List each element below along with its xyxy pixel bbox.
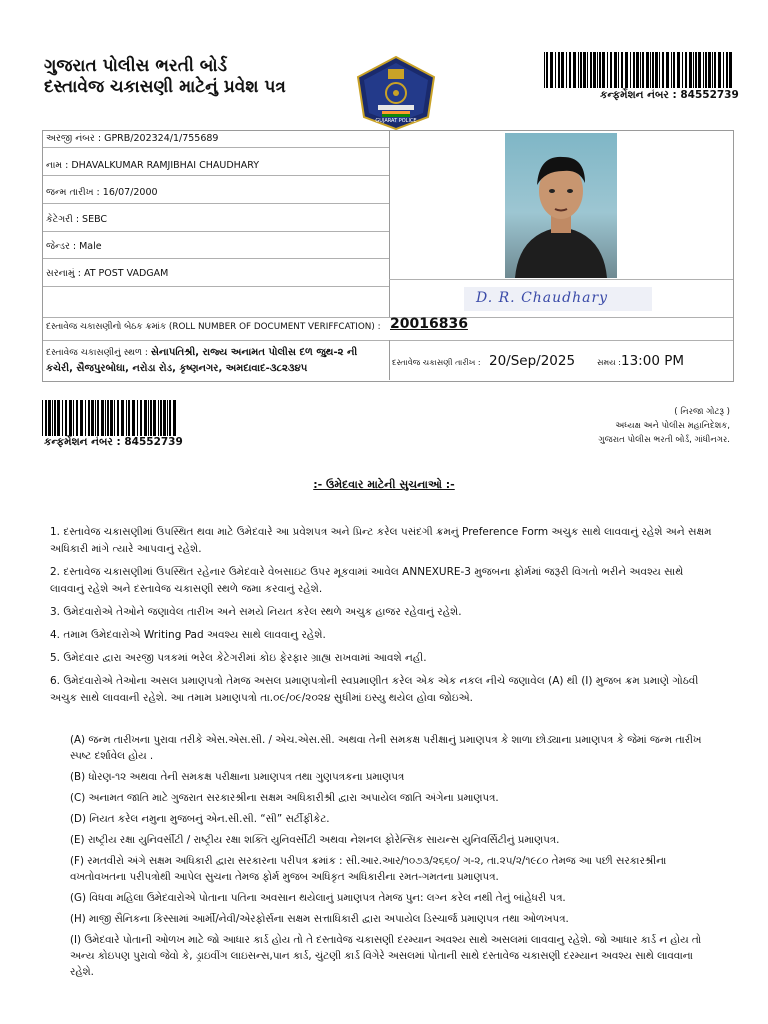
document-item: (B) ધોરણ-૧૨ અથવા તેની સમકક્ષ પરીક્ષાના પ્રમાણપત્ર તથા ગુણપત્રકના પ્રમાણપત્ર bbox=[70, 771, 405, 783]
verification-time: 13:00 PM bbox=[621, 353, 684, 369]
instructions-list bbox=[50, 524, 720, 713]
instruction-item: 3. ઉમેદવારોએ તેઓને જણાવેલ તારીખ અને સમયે નિયત કરેલ સ્થળે અચુક હાજર રહેવાનું રહેશે. bbox=[50, 606, 462, 618]
document-item: (E) રાષ્ટ્રીય રક્ષા યુનિવર્સીટી / રાષ્ટ્રીય રક્ષા શક્તિ યુનિવર્સીટી અથવા નેશનલ ફોરેન્સિક સાયન્સ યુનિવર્સિટીનું પ્રમાણપત્ર. bbox=[70, 834, 560, 846]
confirmation-number-bottom: કન્ફર્મેશન નંબર : 84552739 bbox=[44, 436, 183, 448]
venue-label: દસ્તાવેજ ચકાસણીનું સ્થળ : bbox=[46, 348, 148, 358]
gujarat-police-emblem bbox=[354, 55, 438, 131]
document-item: (G) વિધવા મહિલા ઉમેદવારોએ પોતાના પતિના અવસાન થયેલાનું પ્રમાણપત્ર તેમજ પુન: લગ્ન કરેલ નથી તેનું બાંહેધરી પત્ર. bbox=[70, 892, 566, 904]
document-item: (F) રમતવીરો અંગે સક્ષમ અધિકારી દ્વારા સરકારના પરીપત્ર ક્રમાંક : સી.આર.આર/૧૦૭૩/૨૬૬૦/ ગ-૨, તા.૨૫/૨/૧૯૮૦ તેમજ આ પછી સરકારશ્રીના વખતોવખતના પરીપત્રોથી આપેલ સુચના તેમજ ફોર્મ મુજબ અધિકૃત અધિકારીના રમત-ગમતના પ્રમાણપત્ર. bbox=[70, 855, 667, 883]
authority-line1: અધ્યક્ષ અને પોલીસ મહાનિદેશક, bbox=[615, 421, 730, 431]
time-label: સમય : bbox=[597, 358, 621, 367]
document-item: (H) માજી સૈનિકના કિસ્સામાં આર્મી/નેવી/એરફોર્સના સક્ષમ સત્તાધિકારી દ્વારા અપાયેલ ડિસ્ચાર્જ પ્રમાણપત્ર તથા ઓળખપત્ર. bbox=[70, 913, 569, 925]
gender: જેન્ડર : Male bbox=[46, 241, 102, 252]
document-item: (C) અનામત જાતિ માટે ગુજરાત સરકારશ્રીના સક્ષમ અધિકારીશ્રી દ્વારા અપાયેલ જાતિ અંગેના પ્રમાણપત્ર. bbox=[70, 792, 499, 804]
authority-line2: ગુજરાત પોલીસ ભરતી બોર્ડ, ગાંધીનગર. bbox=[598, 435, 730, 445]
document-title: દસ્તાવેજ ચકાસણી માટેનું પ્રવેશ પત્ર bbox=[44, 77, 286, 97]
roll-number-label: દસ્તાવેજ ચકાસણીનો બેઠક ક્રમાંક (ROLL NUMBER OF DOCUMENT VERIFFCATION) : bbox=[46, 322, 381, 332]
confirmation-barcode-bottom bbox=[42, 400, 180, 436]
instruction-item: 4. તમામ ઉમેદવારોએ Writing Pad અવશ્ય સાથે લાવવાનુ રહેશે. bbox=[50, 629, 326, 641]
instruction-item: 1. દસ્તાવેજ ચકાસણીમાં ઉપસ્થિત થવા માટે ઉમેદવારે આ પ્રવેશપત્ર અને પ્રિન્ટ કરેલ પસંદગી ક્રમનું Preference Form અચુક સાથે લાવવાનું રહેશે અને સક્ષમ અધિકારી માંગે ત્યારે આપવાનું રહેશે. bbox=[50, 526, 712, 555]
category: કેટેગરી : SEBC bbox=[46, 214, 108, 225]
instruction-item: 6. ઉમેદવારોએ તેઓના અસલ પ્રમાણપત્રો તેમજ અસલ પ્રમાણપત્રોની સ્વપ્રમાણીત કરેલ એક એક નકલ નીચે જણાવેલ (A) થી (I) મુજબ ક્રમ પ્રમાણે ગોઠવી અચુક સાથે લાવવાની રહેશે. આ તમામ પ્રમાણપત્રો તા.૦૯/૦૯/૨૦૨૪ સુધીમાં ઇસ્યુ થયેલ હોવા જોઇએ. bbox=[50, 675, 699, 704]
applicant-name: નામ : DHAVALKUMAR RAMJIBHAI CHAUDHARY bbox=[46, 160, 260, 171]
board-title: ગુજરાત પોલીસ ભરતી બોર્ડ bbox=[44, 56, 227, 76]
venue-line2: કચેરી, સૈજપુરબોઘા, નરોડા રોડ, કૃષ્ણનગર, અમદાવાદ-૩૮૨૩૪૫ bbox=[46, 363, 308, 374]
venue-line1: સેનાપતિશ્રી, રાજ્ય અનામત પોલીસ દળ જુથ-૨ ની bbox=[150, 347, 358, 358]
applicant-signature: D. R. Chaudhary bbox=[464, 287, 652, 311]
applicant-photo bbox=[505, 133, 617, 278]
date-label: દસ્તાવેજ ચકાસણી તારીખ : bbox=[392, 358, 481, 367]
roll-number-value: 20016836 bbox=[390, 316, 468, 332]
date-of-birth: જન્મ તારીખ : 16/07/2000 bbox=[46, 187, 158, 198]
confirmation-number-top: કન્ફર્મેશન નંબર : 84552739 bbox=[600, 89, 739, 101]
authority-name: ( નિરજા ગોટરૂ ) bbox=[674, 407, 730, 417]
address: સરનામું : AT POST VADGAM bbox=[46, 268, 169, 279]
document-item: (A) જન્મ તારીખના પુરાવા તરીકે એસ.એસ.સી. / એચ.એસ.સી. અથવા તેની સમકક્ષ પરીક્ષાનું પ્રમાણપત્ર કે શાળા છોડ્યાના પ્રમાણપત્ર કે જેમાં જન્મ તારીખ સ્પષ્ટ દર્શાવેલ હોય . bbox=[70, 734, 702, 762]
document-sub-list bbox=[70, 732, 720, 985]
authority-block bbox=[520, 405, 730, 447]
instructions-heading: :- ઉમેદવાર માટેની સુચનાઓ :- bbox=[313, 478, 455, 491]
venue-block bbox=[46, 345, 386, 377]
svg-text:GUJARAT POLICE: GUJARAT POLICE bbox=[375, 118, 417, 124]
confirmation-barcode bbox=[544, 52, 734, 88]
document-item: (D) નિયત કરેલ નમુના મુજબનું એન.સી.સી. “સી” સર્ટીફીકેટ. bbox=[70, 813, 330, 825]
instruction-item: 5. ઉમેદવાર દ્વારા અરજી પત્રકમાં ભરેલ કેટેગરીમાં કોઇ ફેરફાર ગ્રાહ્ય રાખવામાં આવશે નહી. bbox=[50, 652, 427, 664]
instruction-item: 2. દસ્તાવેજ ચકાસણીમાં ઉપસ્થિત રહેનાર ઉમેદવારે વેબસાઇટ ઉપર મૂકવામાં આવેલ ANNEXURE-3 મુજબના ફોર્મમાં જરૂરી વિગતો ભરીને અવશ્ય સાથે લાવવાનું રહેશે અને દસ્તાવેજ ચકાસણી સ્થળે જમા કરવાનું રહેશે. bbox=[50, 566, 684, 595]
document-item: (I) ઉમેદવારે પોતાની ઓળખ માટે જો આધાર કાર્ડ હોય તો તે દસ્તાવેજ ચકાસણી દરમ્યાન અવશ્ય સાથે અસલમાં લાવવાનુ રહેશે. જો આધાર કાર્ડ ન હોય તો અન્ય કોઇપણ પુરાવો જેવો કે, ડ્રાઇવીંગ લાઇસન્સ,પાન કાર્ડ, ચુંટણી કાર્ડ વિગેરે અસલમાં પોતાની સાથે દસ્તાવેજ ચકાસણી દરમ્યાન અવશ્ય સાથે લાવવાના રહેશે. bbox=[70, 934, 702, 978]
application-number: અરજી નંબર : GPRB/202324/1/755689 bbox=[46, 133, 219, 144]
verification-date: 20/Sep/2025 bbox=[489, 353, 576, 369]
